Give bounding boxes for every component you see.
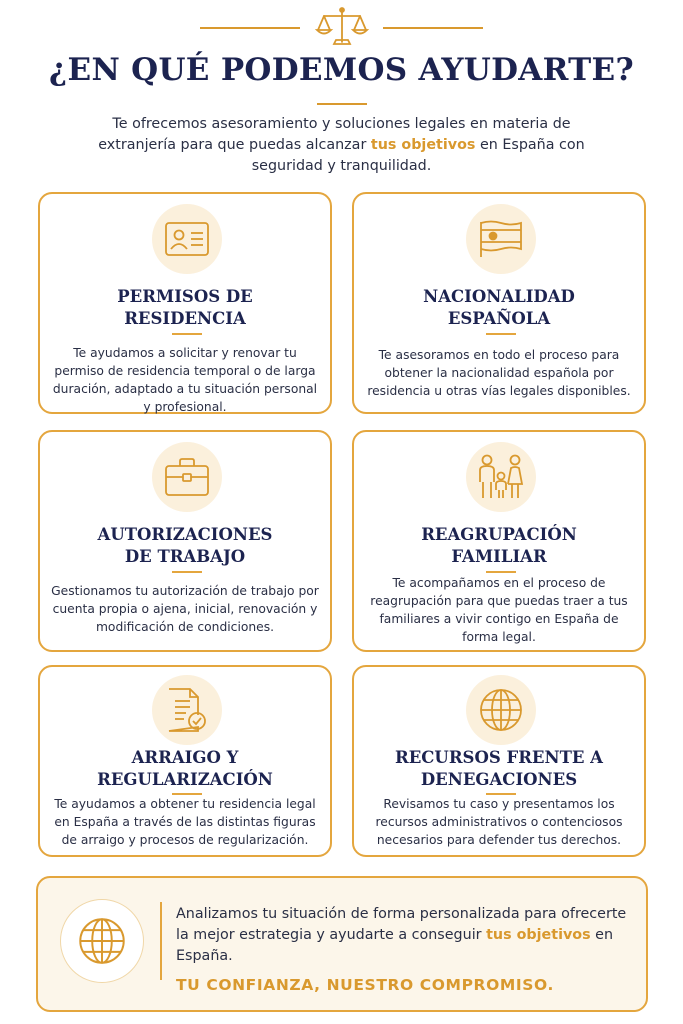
document-check-icon — [152, 675, 222, 745]
card-title — [40, 286, 330, 330]
card-divider — [172, 571, 202, 573]
card-title-line: ARRAIGO Y — [131, 748, 239, 767]
card-title-line: FAMILIAR — [451, 547, 547, 566]
card-title-line: ESPAÑOLA — [447, 309, 551, 328]
card-description: Te ayudamos a solicitar y renovar tu permiso de residencia temporal o de larga duración, adaptado a tu situación personal y profesional. — [52, 346, 318, 414]
card-title-line: DE TRABAJO — [124, 547, 246, 566]
card-title-line: RESIDENCIA — [124, 309, 246, 328]
card-title-line: NACIONALIDAD — [423, 287, 575, 306]
footer-divider — [160, 902, 162, 980]
family-icon — [466, 442, 536, 512]
card-description: Te ayudamos a obtener tu residencia legal en España a través de las distintas figuras de arraigo y procesos de regularización. — [54, 797, 316, 847]
service-card-residence-permits — [38, 192, 332, 414]
card-title-line: REAGRUPACIÓN — [421, 525, 577, 544]
footer-text-part: Analizamos tu situación de forma personalizada para ofrecerte la mejor estrategia y ayudarte a conseguir — [176, 906, 627, 943]
card-title-line: RECURSOS FRENTE A — [395, 748, 603, 767]
globe-icon — [466, 675, 536, 745]
title-underline — [317, 103, 367, 105]
service-card-family-reunification — [352, 430, 646, 652]
card-title-line: PERMISOS DE — [117, 287, 253, 306]
card-title — [354, 747, 644, 791]
ornament-line-right — [383, 27, 483, 29]
card-description: Te asesoramos en todo el proceso para obtener la nacionalidad española por residencia u otras vías legales disponibles. — [367, 348, 631, 398]
card-title-line: DENEGACIONES — [420, 770, 578, 789]
footer-slogan: TU CONFIANZA, NUESTRO COMPROMISO. — [176, 976, 554, 994]
spanish-flag-icon — [466, 204, 536, 274]
service-card-arraigo — [38, 665, 332, 857]
card-title-line: REGULARIZACIÓN — [97, 770, 273, 789]
service-card-work-permits — [38, 430, 332, 652]
service-card-spanish-nationality — [352, 192, 646, 414]
ornament-line-left — [200, 27, 300, 29]
card-title-line: AUTORIZACIONES — [97, 525, 273, 544]
card-description: Te acompañamos en el proceso de reagrupación para que puedas traer a tus familiares a vivir contigo en España de forma legal. — [370, 576, 628, 644]
top-ornament — [0, 6, 683, 46]
card-description: Gestionamos tu autorización de trabajo por cuenta propia o ajena, inicial, renovación y modificación de condiciones. — [51, 584, 319, 634]
card-divider — [486, 571, 516, 573]
card-title — [354, 524, 644, 568]
page-title: ¿EN QUÉ PODEMOS AYUDARTE? — [49, 52, 634, 88]
intro-text — [80, 114, 603, 177]
briefcase-icon — [152, 442, 222, 512]
intro-text-part: Te ofrecemos asesoramiento y soluciones legales en materia de extranjería para que puedas alcanzar — [98, 116, 571, 153]
intro-text-part: en España con seguridad y tranquilidad. — [251, 137, 585, 174]
footer-highlight: tus objetivos — [486, 927, 591, 943]
service-card-appeals — [352, 665, 646, 857]
scales-of-justice-icon — [314, 6, 370, 50]
card-description: Revisamos tu caso y presentamos los recursos administrativos o contenciosos necesarios para defender tus derechos. — [375, 797, 623, 847]
footer-text — [176, 904, 636, 967]
footer-box — [36, 876, 648, 1012]
card-divider — [172, 333, 202, 335]
card-title — [40, 747, 330, 791]
card-divider — [486, 333, 516, 335]
card-title — [40, 524, 330, 568]
card-title — [354, 286, 644, 330]
globe-icon — [60, 899, 144, 983]
footer-text-part: en España. — [176, 927, 614, 964]
intro-highlight: tus objetivos — [370, 137, 476, 153]
id-card-icon — [152, 204, 222, 274]
